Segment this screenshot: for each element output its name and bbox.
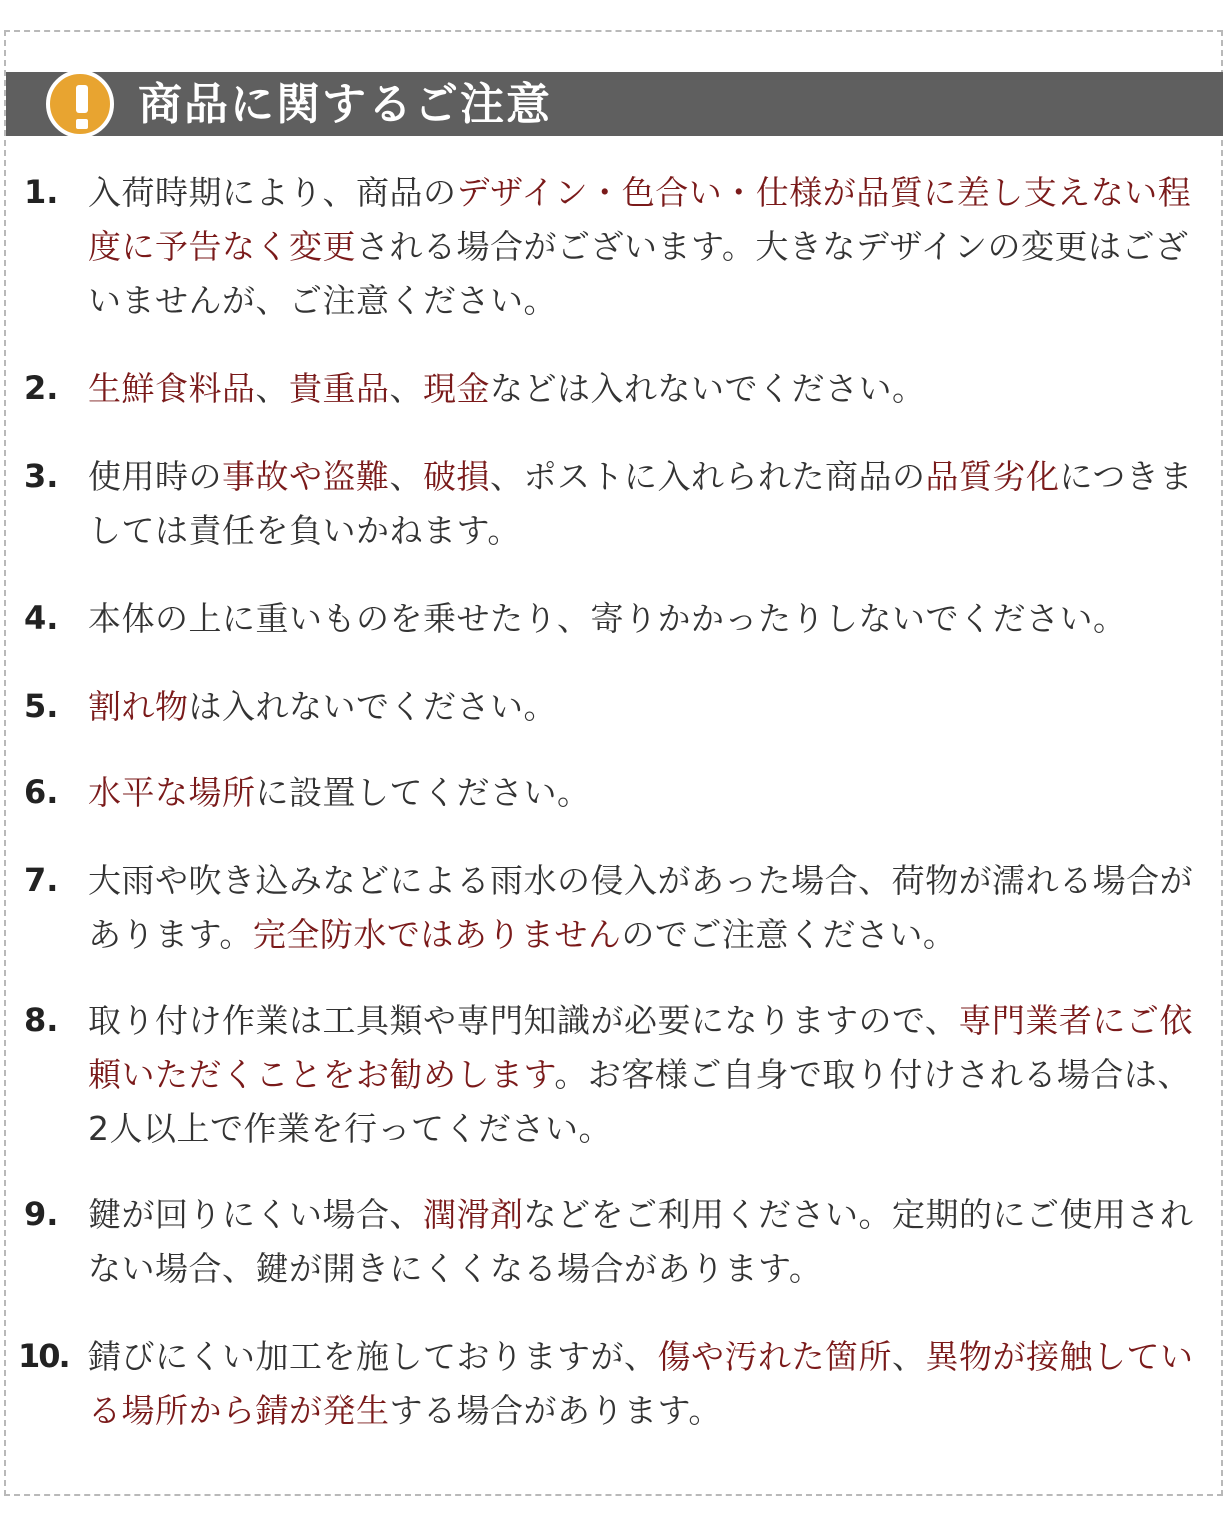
notice-number: 9.	[24, 1195, 59, 1233]
notice-text-segment: 、ポストに入れられた商品の	[490, 457, 926, 496]
highlighted-text: 品質劣化	[925, 457, 1060, 496]
highlighted-text: 完全防水ではありません	[252, 915, 622, 954]
notice-number: 8.	[24, 1001, 59, 1039]
notice-number: 10.	[18, 1337, 69, 1375]
notice-text-segment: 入荷時期により、商品の	[88, 173, 457, 212]
notice-text-segment: 鍵が回りにくい場合、	[88, 1195, 423, 1234]
notice-text-segment: 本体の上に重いものを乗せたり、寄りかかったりしないでください。	[88, 599, 1127, 638]
notice-text-segment: 使用時の	[88, 457, 222, 496]
notice-text-segment: 、	[255, 369, 289, 408]
notice-number: 2.	[24, 369, 59, 407]
highlighted-text: 潤滑剤	[423, 1195, 524, 1234]
page-title: 商品に関するご注意	[138, 79, 552, 130]
notice-text-segment: 、	[892, 1337, 926, 1376]
notice-text	[88, 1330, 1208, 1438]
notice-text-segment: につきましては責任を負いかねます。	[88, 457, 1193, 550]
notice-number: 4.	[24, 599, 59, 637]
highlighted-text: 傷や汚れた箇所	[657, 1337, 892, 1376]
notice-text	[88, 766, 1208, 820]
highlighted-text: 生鮮食料品	[88, 369, 256, 408]
highlighted-text: 事故や盗難	[222, 457, 390, 496]
notice-number: 3.	[24, 457, 59, 495]
highlighted-text: 破損	[423, 457, 490, 496]
notice-text	[88, 1188, 1208, 1296]
notice-text	[88, 994, 1208, 1156]
notice-text-segment: 。お客様ご自身で取り付けされる場合は、2人以上で作業を行ってください。	[88, 1055, 1191, 1148]
notice-text	[88, 166, 1208, 328]
notice-text-segment: に設置してください。	[255, 773, 591, 812]
highlighted-text: 現金	[423, 369, 490, 408]
notice-text-segment: する場合があります。	[389, 1391, 722, 1430]
notice-text	[88, 680, 1208, 734]
notice-text-segment: 大雨や吹き込みなどによる雨水の侵入があった場合、荷物が濡れる場合があります。	[88, 861, 1194, 954]
notice-number: 1.	[24, 173, 59, 211]
notice-text	[88, 592, 1208, 646]
highlighted-text: 割れ物	[88, 687, 189, 726]
highlighted-text: 異物が接触している場所から錆が発生	[88, 1337, 1194, 1430]
highlighted-text: 専門業者にご依頼いただくことをお勧めします	[88, 1001, 1193, 1094]
notice-text-segment: 、	[389, 457, 423, 496]
notice-number: 5.	[24, 687, 59, 725]
notice-number: 7.	[24, 861, 59, 899]
notice-text	[88, 450, 1208, 558]
exclamation-icon	[46, 70, 114, 138]
notice-text-segment: 、	[389, 369, 423, 408]
highlighted-text: 水平な場所	[88, 773, 256, 812]
notice-text-segment: 錆びにくい加工を施しておりますが、	[88, 1337, 658, 1376]
notice-text	[88, 362, 1208, 416]
highlighted-text: 貴重品	[289, 369, 390, 408]
highlighted-text: デザイン・色合い・仕様が品質に差し支えない程度に予告なく変更	[88, 173, 1192, 266]
notice-text-segment: は入れないでください。	[188, 687, 557, 726]
notice-text-segment: 取り付け作業は工具類や専門知識が必要になりますので、	[88, 1001, 959, 1040]
notice-text-segment: される場合がございます。大きなデザインの変更はございませんが、ご注意ください。	[88, 227, 1189, 320]
notice-text	[88, 854, 1208, 962]
notice-text-segment: などは入れないでください。	[490, 369, 926, 408]
notice-text-segment: などをご利用ください。定期的にご使用されない場合、鍵が開きにくくなる場合があります。	[88, 1195, 1194, 1288]
notice-number: 6.	[24, 773, 59, 811]
notice-text-segment: のでご注意ください。	[621, 915, 957, 954]
